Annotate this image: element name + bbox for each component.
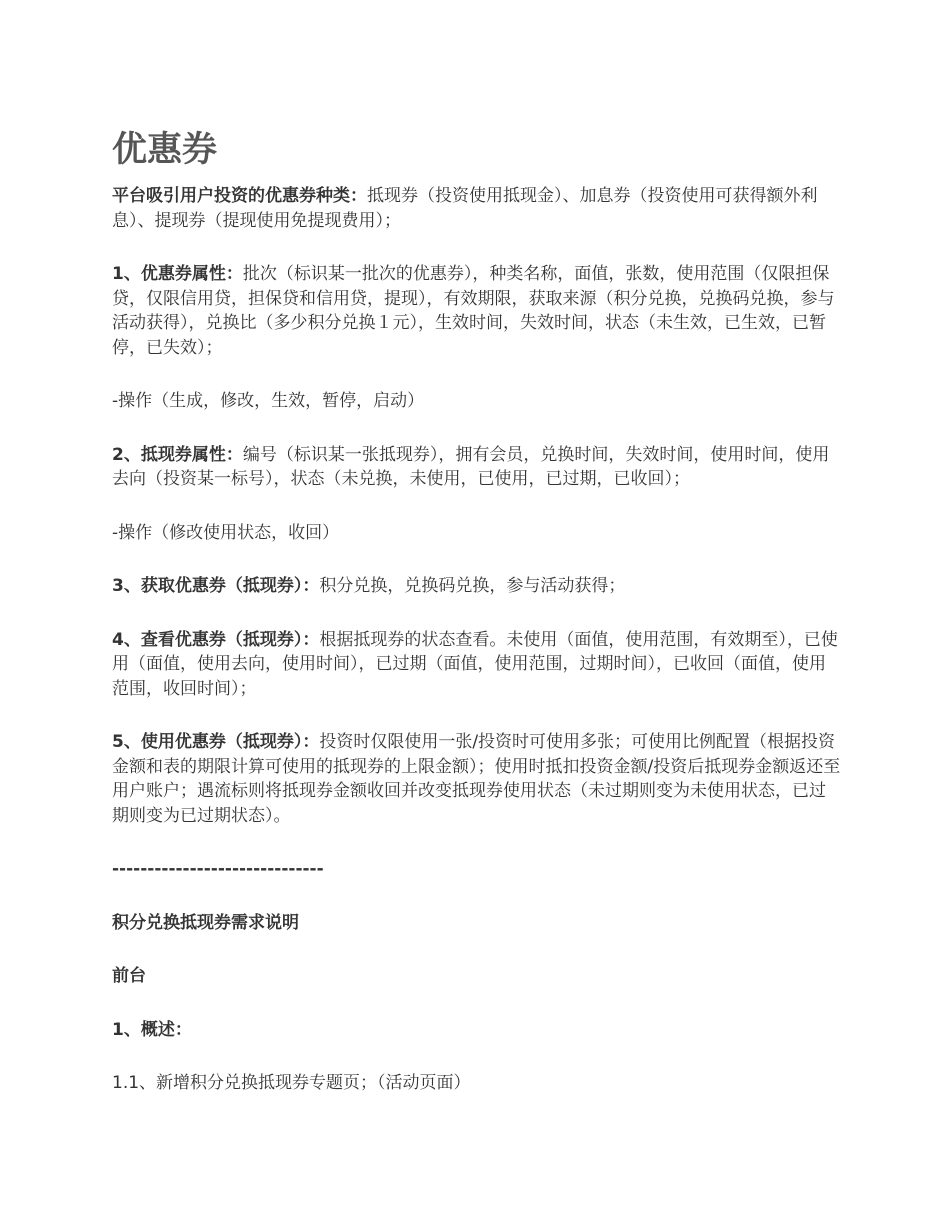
section-1-label: 1、优惠券属性： — [112, 264, 243, 284]
intro-text: 抵现券（投资使用抵现金）、加息券（投资使用可获得额外利息）、提现券（提现使用免提现费用）； — [112, 186, 818, 231]
intro-label: 平台吸引用户投资的优惠券种类： — [112, 186, 367, 206]
section-3-text: 积分兑换，兑换码兑换，参与活动获得； — [319, 576, 626, 596]
section-4-text: 根据抵现券的状态查看。未使用（面值，使用范围，有效期至），已使用（面值，使用去向，使用时间），已过期（面值，使用范围，过期时间），已收回（面值，使用范围，收回时间）； — [112, 629, 838, 699]
front-heading: 前台 — [112, 966, 146, 986]
document-body — [112, 128, 842, 1125]
section-1-text: 批次（标识某一批次的优惠券），种类名称，面值，张数，使用范围（仅限担保贷，仅限信用贷，担保贷和信用贷，提现），有效期限，获取来源（积分兑换，兑换码兑换，参与活动获得），兑换比（多少积分兑换１元），生效时间，失效时间，状态（未生效，已生效，已暂停，已失效）； — [112, 264, 835, 358]
section-5-text: 投资时仅限使用一张/投资时可使用多张；可使用比例配置（根据投资金额和表的期限计算可使用的抵现券的上限金额）；使用时抵扣投资金额/投资后抵现券金额返还至用户账户；遇流标则将抵现券金额收回并改变抵现券使用状态（未过期则变为未使用状态，已过期则变为已过期状态）。 — [112, 732, 841, 826]
item-1-1: 1.1、新增积分兑换抵现券专题页；（活动页面） — [112, 1073, 471, 1093]
section-4-label: 4、查看优惠券（抵现券）： — [112, 629, 320, 650]
overview-heading: 1、概述： — [112, 1019, 192, 1040]
section-1-operations-text: -操作（生成，修改，生效，暂停，启动） — [112, 391, 425, 411]
section-2-label: 2、抵现券属性： — [112, 444, 243, 465]
section-5-label: 5、使用优惠券（抵现券）： — [112, 732, 320, 752]
section-3 — [112, 574, 842, 599]
section-2-text: 编号（标识某一张抵现券），拥有会员，兑换时间，失效时间，使用时间，使用去向（投资某一标号），状态（未兑换，未使用，已使用，已过期，已收回）； — [112, 444, 830, 489]
page-title: 优惠券 — [112, 130, 218, 170]
section-2-operations — [112, 521, 842, 546]
intro-paragraph — [112, 184, 842, 233]
section-2-operations-text: -操作（修改使用状态，收回） — [112, 522, 340, 543]
section-2 — [112, 443, 842, 492]
section-divider: ------------------------------ — [112, 859, 324, 879]
requirements-subtitle: 积分兑换抵现券需求说明 — [112, 912, 299, 933]
section-4 — [112, 628, 842, 702]
section-1-operations — [112, 389, 842, 414]
section-1 — [112, 262, 842, 360]
section-5 — [112, 730, 842, 828]
section-3-label: 3、获取优惠券（抵现券）： — [112, 576, 320, 596]
